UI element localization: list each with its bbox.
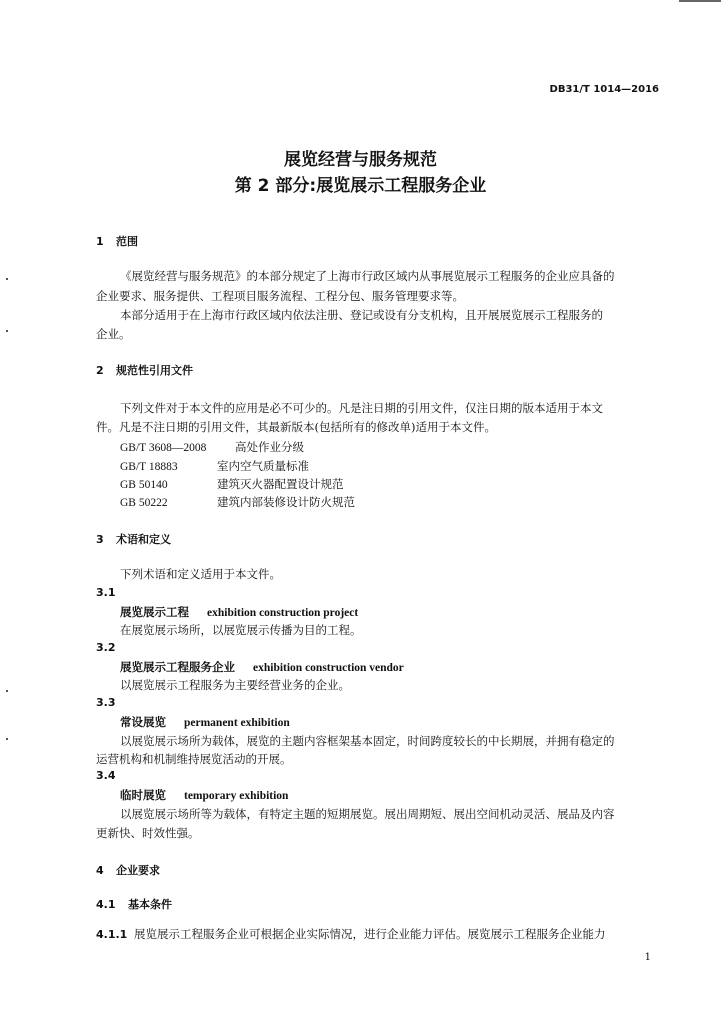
scan-dot [6, 690, 8, 692]
paragraph-line: 企业。 [96, 327, 131, 341]
reference-code: GB/T 3608—2008 [120, 442, 207, 454]
section-number: 1 [96, 235, 104, 248]
term-name [120, 714, 290, 730]
term-name [120, 787, 288, 803]
term-en: temporary exhibition [184, 790, 289, 802]
scan-dot [6, 330, 8, 332]
reference-code: GB 50222 [120, 497, 168, 509]
term-number: 3.3 [96, 696, 116, 709]
term-number: 3.2 [96, 641, 116, 654]
reference-code: GB/T 18883 [120, 461, 178, 473]
term-definition: 以展览展示工程服务为主要经营业务的企业。 [120, 678, 350, 692]
term-zh: 展览展示工程服务企业 [120, 660, 235, 674]
reference-item [120, 494, 355, 510]
reference-item [120, 439, 304, 455]
section-title: 术语和定义 [116, 533, 171, 546]
reference-name: 建筑内部装修设计防火规范 [217, 495, 355, 509]
paragraph-line: 《展览经营与服务规范》的本部分规定了上海市行政区域内从事展览展示工程服务的企业应具备的 [120, 269, 615, 283]
term-en: exhibition construction vendor [253, 662, 404, 674]
subsection-title: 基本条件 [128, 898, 172, 911]
page-number: 1 [644, 952, 651, 963]
reference-item [120, 476, 344, 492]
term-definition: 以展览展示场所等为载体，有特定主题的短期展览。展出周期短、展出空间机动灵活、展品及内容 [120, 807, 615, 821]
section-4-heading [96, 862, 160, 878]
reference-code: GB 50140 [120, 479, 168, 491]
term-definition: 以展览展示场所为载体，展览的主题内容框架基本固定，时间跨度较长的中长期展，并拥有稳定的 [120, 734, 615, 748]
term-definition: 在展览展示场所，以展览展示传播为目的工程。 [120, 623, 362, 637]
section-number: 3 [96, 533, 104, 546]
standard-code: DB31/T 1014—2016 [549, 84, 659, 95]
clause-text: 展览展示工程服务企业可根据企业实际情况，进行企业能力评估。展览展示工程服务企业能力 [134, 927, 606, 941]
scan-edge-mark [679, 0, 721, 2]
document-title: 展览经营与服务规范 [284, 150, 437, 170]
scan-dot [6, 738, 8, 740]
clause-4-1-1 [96, 926, 606, 943]
section-1-heading [96, 233, 138, 249]
section-title: 企业要求 [116, 864, 160, 877]
section-number: 2 [96, 364, 104, 377]
term-number: 3.4 [96, 769, 116, 782]
paragraph-line: 下列术语和定义适用于本文件。 [120, 567, 281, 581]
term-number: 3.1 [96, 586, 116, 599]
paragraph-line: 企业要求、服务提供、工程项目服务流程、工程分包、服务管理要求等。 [96, 289, 464, 303]
paragraph-line: 下列文件对于本文件的应用是必不可少的。凡是注日期的引用文件，仅注日期的版本适用于本文 [120, 401, 603, 415]
section-number: 4 [96, 864, 104, 877]
paragraph-line: 件。凡是不注日期的引用文件，其最新版本(包括所有的修改单)适用于本文件。 [96, 420, 496, 434]
paragraph-line: 本部分适用于在上海市行政区域内依法注册、登记或设有分支机构，且开展展览展示工程服务的 [120, 308, 603, 322]
term-zh: 常设展览 [120, 715, 166, 729]
section-2-heading [96, 362, 193, 378]
section-3-heading [96, 531, 171, 547]
document-subtitle: 第 2 部分:展览展示工程服务企业 [234, 176, 487, 196]
section-title: 范围 [116, 235, 138, 248]
term-name [120, 659, 404, 675]
term-zh: 临时展览 [120, 788, 166, 802]
term-definition: 更新快、时效性强。 [96, 826, 200, 840]
subsection-4-1-heading [96, 896, 172, 912]
subsection-number: 4.1 [96, 898, 116, 911]
reference-name: 建筑灭火器配置设计规范 [217, 477, 344, 491]
term-en: permanent exhibition [184, 717, 290, 729]
reference-item [120, 458, 309, 474]
term-zh: 展览展示工程 [120, 605, 189, 619]
scan-dot [6, 278, 8, 280]
clause-number: 4.1.1 [96, 928, 128, 941]
term-en: exhibition construction project [207, 607, 359, 619]
section-title: 规范性引用文件 [116, 364, 193, 377]
reference-name: 高处作业分级 [235, 440, 304, 454]
term-definition: 运营机构和机制维持展览活动的开展。 [96, 752, 292, 766]
term-name [120, 604, 358, 620]
reference-name: 室内空气质量标准 [217, 459, 309, 473]
